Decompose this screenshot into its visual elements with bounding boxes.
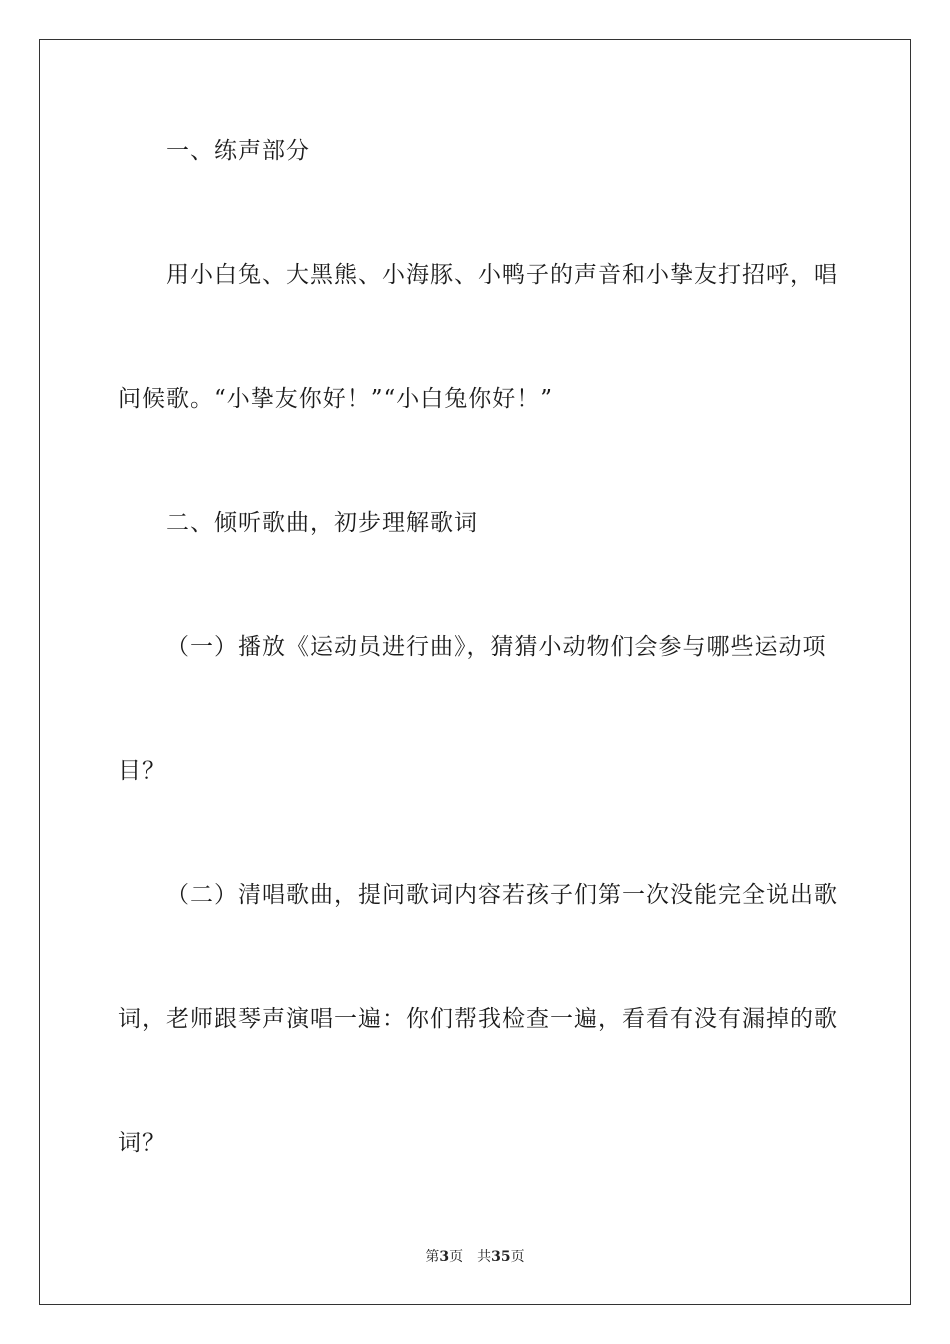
footer-page-prefix: 第 (425, 1249, 440, 1265)
paragraph-1-line-1: 用小白兔、大黑熊、小海豚、小鸭子的声音和小挚友打招呼，唱 (166, 262, 838, 288)
paragraph-3-line-3: 词？ (118, 1130, 166, 1156)
section-heading-1: 一、练声部分 (166, 138, 310, 164)
page-border (39, 39, 911, 1305)
section-heading-2: 二、倾听歌曲，初步理解歌词 (166, 510, 478, 536)
paragraph-2-line-1: （一）播放《运动员进行曲》，猜猜小动物们会参与哪些运动项 (166, 634, 827, 660)
paragraph-1-line-2: 问候歌。“小挚友你好！”“小白兔你好！” (118, 386, 554, 412)
footer-total-pages: 35 (491, 1249, 511, 1265)
paragraph-2-line-2: 目？ (118, 758, 166, 784)
page-footer (0, 1248, 950, 1266)
footer-total-suffix: 页 (510, 1249, 525, 1265)
footer-total-prefix: 共 (477, 1249, 492, 1265)
paragraph-3-line-1: （二）清唱歌曲，提问歌词内容若孩子们第一次没能完全说出歌 (166, 882, 838, 908)
footer-page-number: 3 (439, 1249, 450, 1265)
footer-page-suffix: 页 (449, 1249, 464, 1265)
paragraph-3-line-2: 词，老师跟琴声演唱一遍：你们帮我检查一遍，看看有没有漏掉的歌 (118, 1006, 838, 1032)
